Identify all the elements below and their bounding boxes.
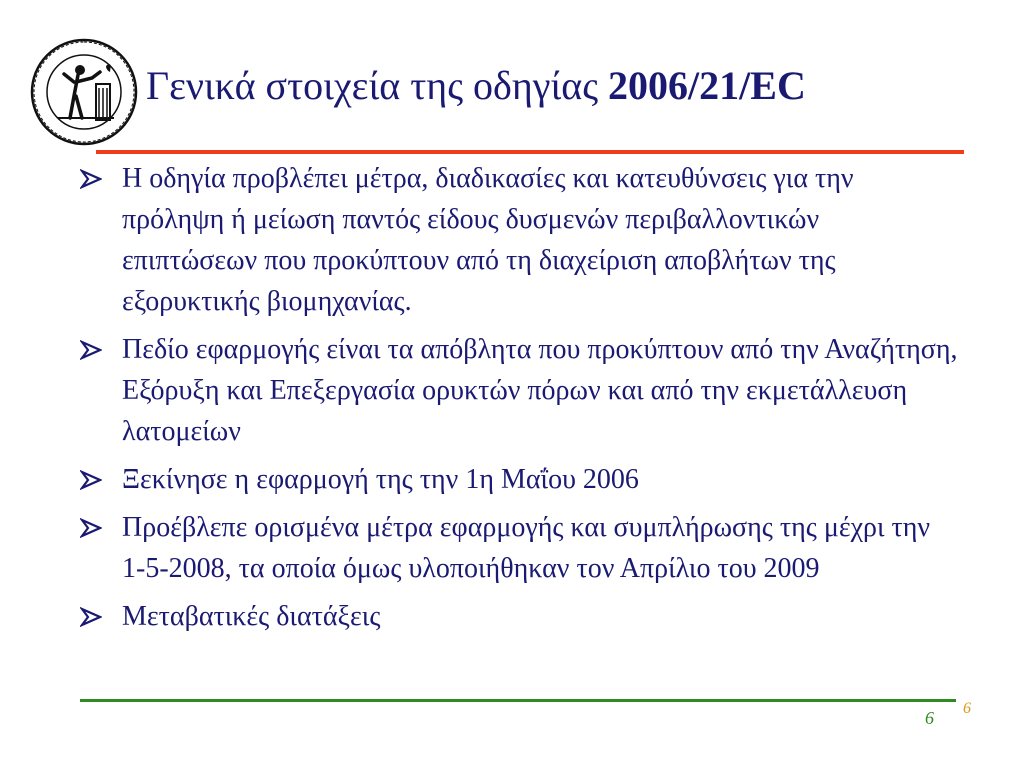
title-regular: Γενικά στοιχεία της οδηγίας xyxy=(146,63,609,108)
arrow-bullet-icon xyxy=(80,169,102,189)
bullet-item xyxy=(80,459,960,500)
slide-title xyxy=(146,62,806,110)
title-divider xyxy=(96,150,964,154)
bullet-item xyxy=(80,596,960,637)
bullet-list xyxy=(80,158,960,644)
arrow-bullet-icon xyxy=(80,518,102,538)
bullet-item xyxy=(80,507,960,589)
bullet-text: Μεταβατικές διατάξεις xyxy=(122,601,381,632)
footer-divider xyxy=(80,699,956,702)
page-number-secondary: 6 xyxy=(963,700,971,717)
title-bold: 2006/21/EC xyxy=(608,63,806,108)
bullet-text: Προέβλεπε ορισμένα μέτρα εφαρμογής και συμπλήρωσης της μέχρι την 1-5-2008, τα οποία όμως υλοποιήθηκαν τον Απρίλιο του 2009 xyxy=(122,512,931,584)
arrow-bullet-icon xyxy=(80,607,102,627)
bullet-text: Πεδίο εφαρμογής είναι τα απόβλητα που προκύπτουν από την Αναζήτηση, Εξόρυξη και Επεξεργασία ορυκτών πόρων και από την εκμετάλλευση λατομείων xyxy=(122,334,958,447)
ntua-seal-icon xyxy=(30,38,138,146)
bullet-item xyxy=(80,158,960,322)
bullet-text: Η οδηγία προβλέπει μέτρα, διαδικασίες και κατευθύνσεις για την πρόληψη ή μείωση παντός είδους δυσμενών περιβαλλοντικών επιπτώσεων που προκύπτουν από τη διαχείριση αποβλήτων της εξορυκτικής βιομηχανίας. xyxy=(122,163,854,317)
arrow-bullet-icon xyxy=(80,340,102,360)
bullet-item xyxy=(80,329,960,452)
arrow-bullet-icon xyxy=(80,470,102,490)
page-number: 6 xyxy=(925,708,934,728)
bullet-text: Ξεκίνησε η εφαρμογή της την 1η Μαΐου 2006 xyxy=(122,464,639,495)
